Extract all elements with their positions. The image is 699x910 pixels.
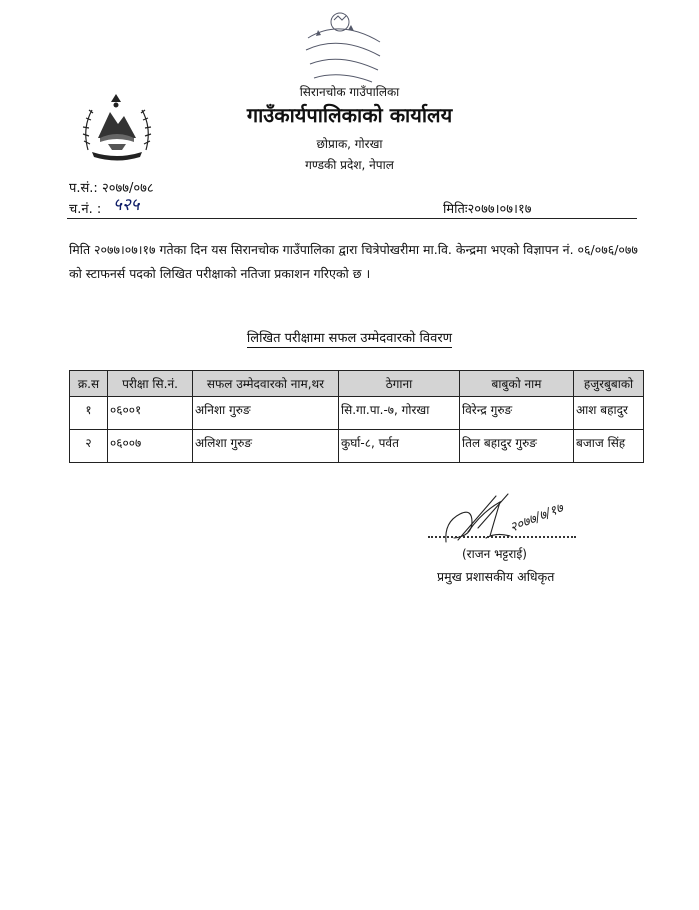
header-divider xyxy=(67,218,637,219)
address-line-2: गण्डकी प्रदेश, नेपाल xyxy=(305,158,394,172)
cell-grandfather-name: बजाज सिंह xyxy=(574,430,644,463)
cell-candidate-name: अनिशा गुरुङ xyxy=(193,397,339,430)
signatory-name: (राजन भट्टराई) xyxy=(462,547,527,561)
cell-grandfather-name: आश बहादुर xyxy=(574,397,644,430)
cell-address: सि.गा.पा.-७, गोरखा xyxy=(339,397,460,430)
handwritten-signature xyxy=(438,492,578,550)
cell-candidate-name: अलिशा गुरुङ xyxy=(193,430,339,463)
office-seal-stamp xyxy=(288,8,396,88)
signatory-designation: प्रमुख प्रशासकीय अधिकृत xyxy=(437,569,555,584)
address-line-1: छोप्राक, गोरखा xyxy=(316,137,383,151)
table-header-row xyxy=(70,371,644,397)
header-candidate-name: सफल उम्मेदवारको नाम,थर xyxy=(193,371,339,397)
table-row xyxy=(70,430,644,463)
cell-serial: २ xyxy=(70,430,108,463)
signature-date: २०७७/७/१७ xyxy=(507,500,566,536)
letter-date: मितिः२०७७।०७।१७ xyxy=(443,202,532,217)
header-address: ठेगाना xyxy=(339,371,460,397)
cell-address: कुर्घा-८, पर्वत xyxy=(339,430,460,463)
dispatch-number-label: च.नं. : xyxy=(69,202,102,217)
header-father-name: बाबुको नाम xyxy=(460,371,574,397)
header-serial: क्र.स xyxy=(70,371,108,397)
dispatch-number-handwritten: ५२५ xyxy=(113,195,140,215)
cell-exam-roll: ०६००७ xyxy=(108,430,193,463)
office-title: गाउँकार्यपालिकाको कार्यालय xyxy=(246,103,453,127)
cell-serial: १ xyxy=(70,397,108,430)
table-title-text: लिखित परीक्षामा सफल उम्मेदवारको विवरण xyxy=(246,331,453,346)
results-table xyxy=(69,370,644,463)
notice-body: मिति २०७७।०७।१७ गतेका दिन यस सिरानचोक गाउँपालिका द्वारा चित्रेपोखरीमा मा.वि. केन्द्रमा भएको विज्ञापन नं. ०६/०७६/०७७ को स्टाफनर्स पदको लिखित परीक्षाको नतिजा प्रकाशन गरिएको छ । xyxy=(69,242,638,281)
cell-father-name: विरेन्द्र गुरुङ xyxy=(460,397,574,430)
cell-father-name: तिल बहादुर गुरुङ xyxy=(460,430,574,463)
header-exam-roll: परीक्षा सि.नं. xyxy=(108,371,193,397)
cell-exam-roll: ०६००१ xyxy=(108,397,193,430)
header-grandfather-name: हजुरबुबाको xyxy=(574,371,644,397)
letter-reference-number: प.सं.: २०७७/०७८ xyxy=(69,181,154,196)
table-title xyxy=(0,328,699,346)
signature-line xyxy=(428,536,576,538)
table-row xyxy=(70,397,644,430)
organization-name: सिरानचोक गाउँपालिका xyxy=(299,85,400,99)
